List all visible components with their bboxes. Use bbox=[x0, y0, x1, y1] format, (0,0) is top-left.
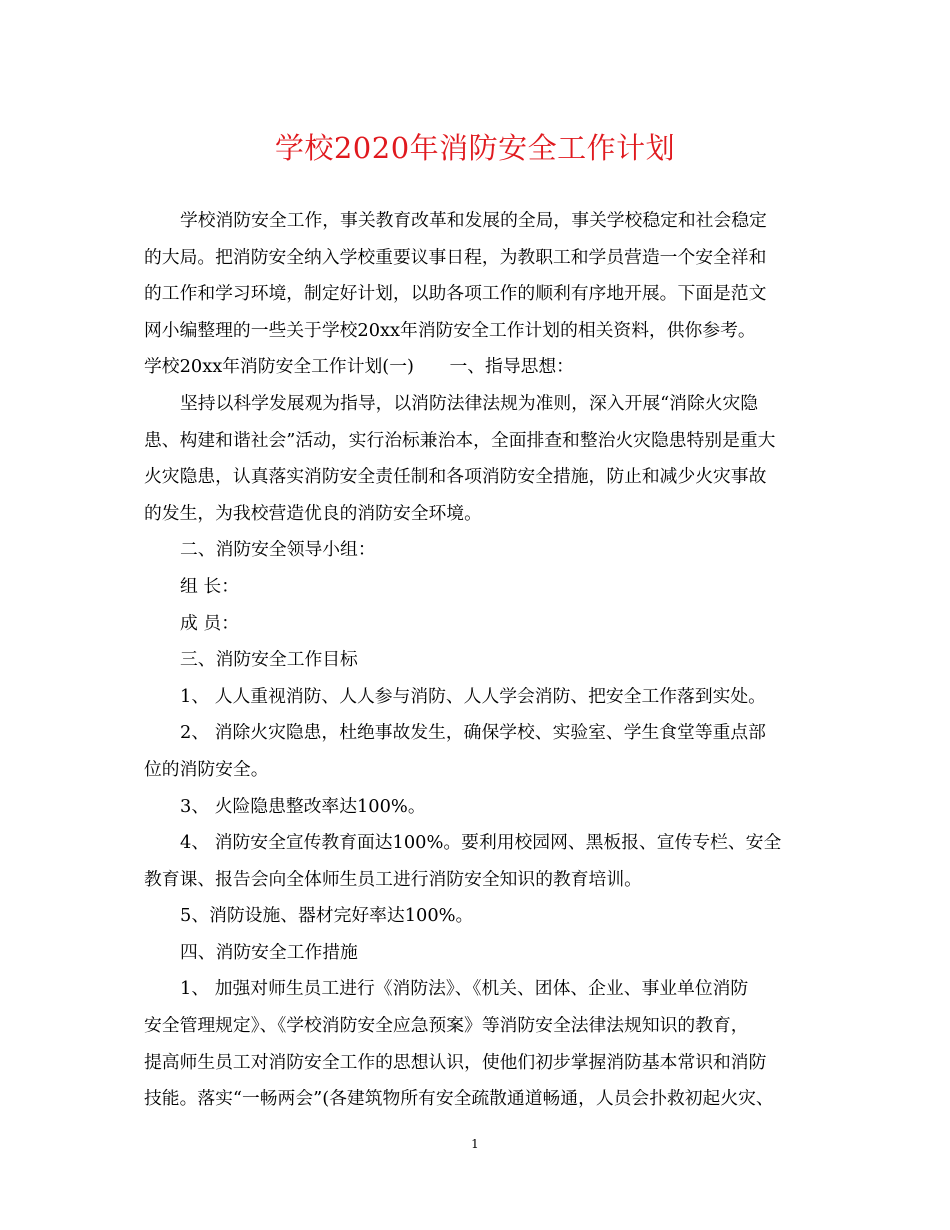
document-title: 学校2020年消防安全工作计划 bbox=[274, 131, 676, 165]
text-line: 安全管理规定》、《学校消防安全应急预案》等消防安全法律法规知识的教育， bbox=[144, 1015, 749, 1037]
text-line: 患、构建和谐社会”活动，实行治标兼治本，全面排查和整治火灾隐患特别是重大 bbox=[144, 429, 776, 451]
text-line: 学校20xx年消防安全工作计划(一) 一、指导思想： bbox=[144, 356, 574, 378]
section-heading: 三、消防安全工作目标 bbox=[180, 649, 358, 671]
text-line: 的发生，为我校营造优良的消防安全环境。 bbox=[144, 502, 482, 524]
text-line: 成 员： bbox=[180, 612, 239, 634]
section-heading: 四、消防安全工作措施 bbox=[180, 941, 358, 963]
text-line: 火灾隐患，认真落实消防安全责任制和各项消防安全措施，防止和减少火灾事故 bbox=[144, 466, 767, 488]
text-line: 组 长： bbox=[180, 575, 239, 597]
list-item: 2、 消除火灾隐患，杜绝事故发生，确保学校、实验室、学生食堂等重点部 bbox=[180, 722, 766, 744]
text-line: 坚持以科学发展观为指导，以消防法律法规为准则，深入开展“消除火灾隐 bbox=[180, 392, 759, 414]
list-item: 1、 人人重视消防、人人参与消防、人人学会消防、把安全工作落到实处。 bbox=[180, 685, 766, 707]
text-line: 技能。落实“一畅两会”(各建筑物所有安全疏散通道畅通，人员会扑救初起火灾、 bbox=[144, 1088, 774, 1110]
section-heading: 二、消防安全领导小组： bbox=[180, 539, 376, 561]
list-item: 1、 加强对师生员工进行《消防法》、《机关、团体、企业、事业单位消防 bbox=[180, 978, 749, 1000]
text-line: 学校消防安全工作，事关教育改革和发展的全局，事关学校稳定和社会稳定 bbox=[180, 210, 767, 231]
text-line: 教育课、报告会向全体师生员工进行消防安全知识的教育培训。 bbox=[144, 868, 642, 890]
text-line: 提高师生员工对消防安全工作的思想认识，使他们初步掌握消防基本常识和消防 bbox=[144, 1051, 767, 1073]
list-item: 3、 火险隐患整改率达100%。 bbox=[180, 795, 426, 817]
text-line: 的大局。把消防安全纳入学校重要议事日程，为教职工和学员营造一个安全祥和 bbox=[144, 246, 767, 268]
text-line: 位的消防安全。 bbox=[144, 758, 269, 780]
list-item: 5、消防设施、器材完好率达100%。 bbox=[180, 905, 474, 927]
text-line: 的工作和学习环境，制定好计划，以助各项工作的顺利有序地开展。下面是范文 bbox=[144, 283, 767, 305]
text-line: 网小编整理的一些关于学校20xx年消防安全工作计划的相关资料，供你参考。 bbox=[144, 319, 756, 341]
page-number: 1 bbox=[471, 1137, 479, 1151]
document-body bbox=[144, 203, 806, 1118]
list-item: 4、 消防安全宣传教育面达100%。要利用校园网、黑板报、宣传专栏、安全 bbox=[180, 832, 782, 854]
